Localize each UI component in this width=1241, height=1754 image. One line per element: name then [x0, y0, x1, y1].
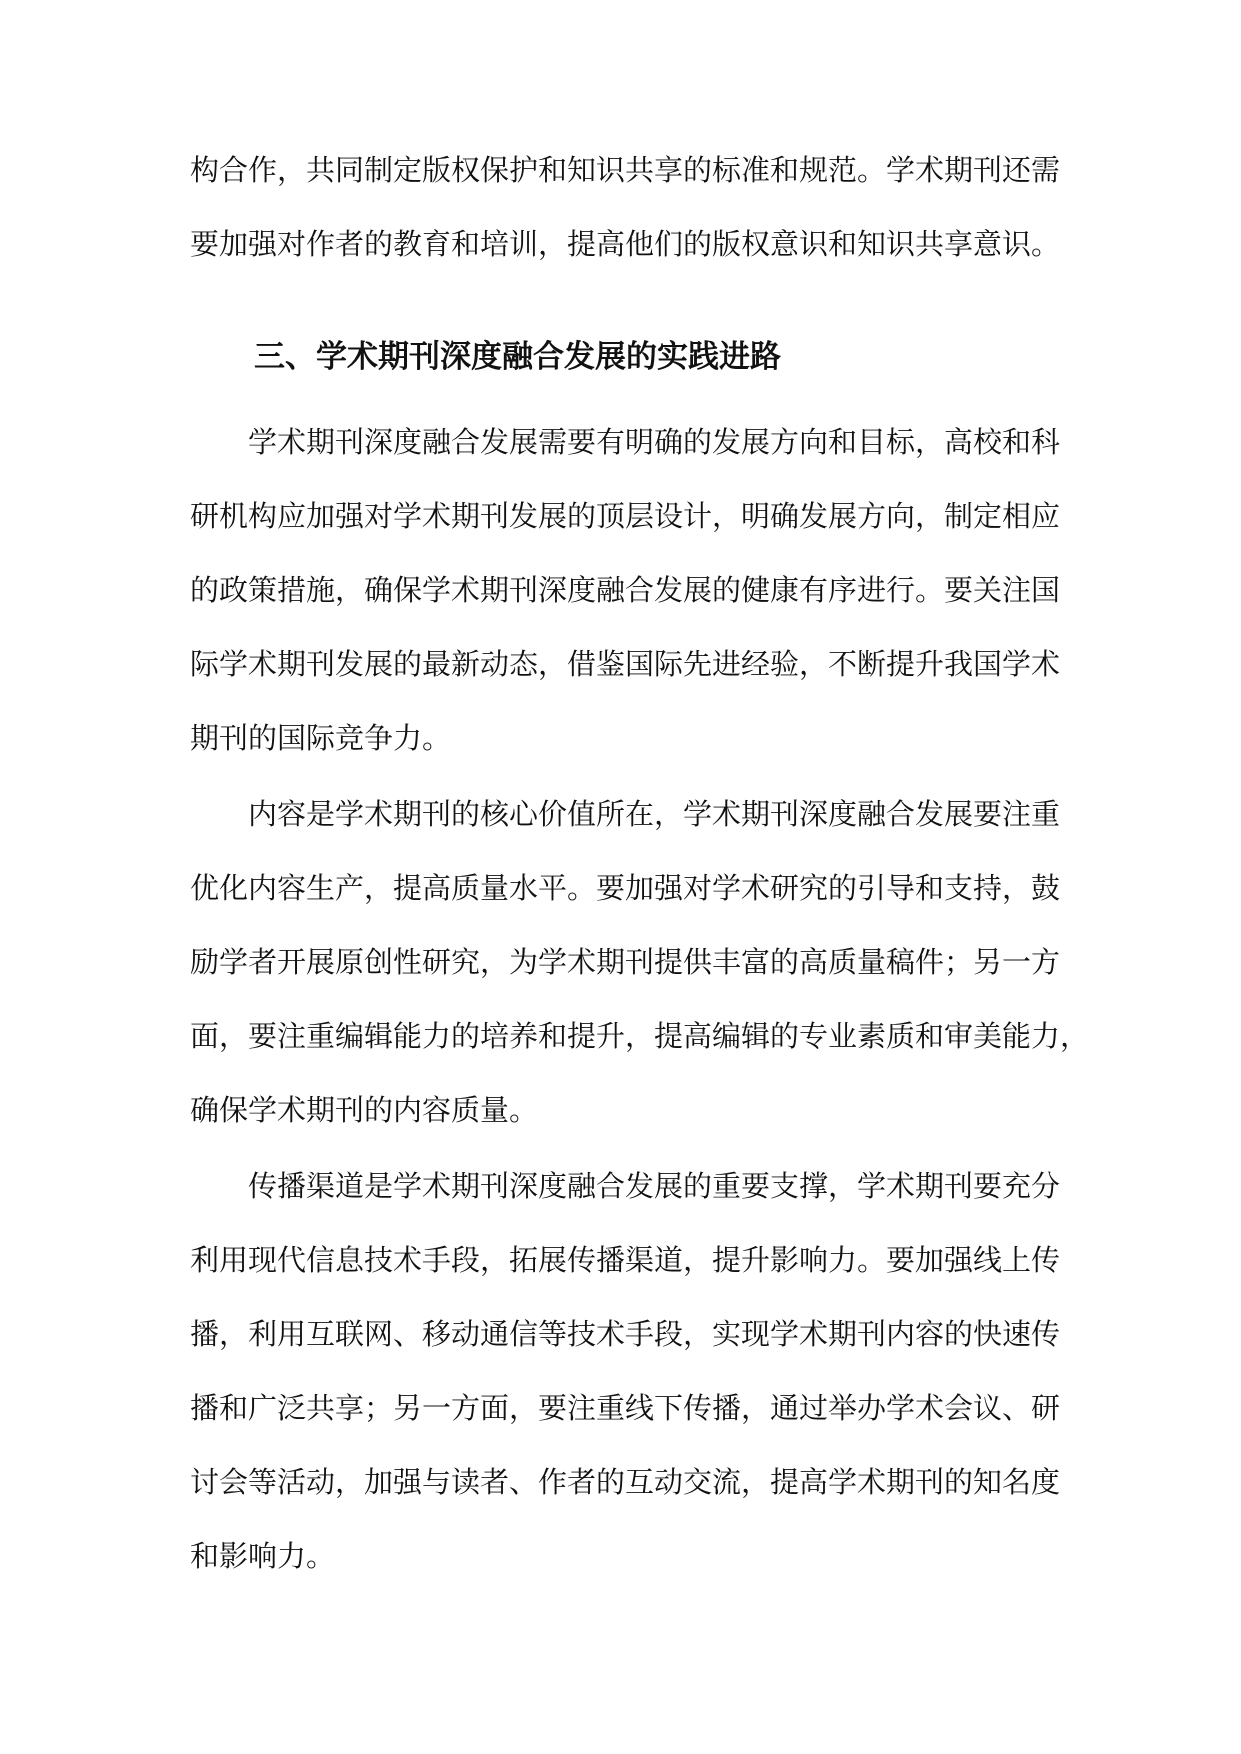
- text-line: 面，要注重编辑能力的培养和提升，提高编辑的专业素质和审美能力，: [190, 1019, 1090, 1053]
- text-line: 优化内容生产，提高质量水平。要加强对学术研究的引导和支持，鼓: [190, 871, 1061, 905]
- text-line: 励学者开展原创性研究，为学术期刊提供丰富的高质量稿件；另一方: [190, 945, 1061, 979]
- text-line: 传播渠道是学术期刊深度融合发展的重要支撑，学术期刊要充分: [248, 1169, 1061, 1203]
- text-line: 播和广泛共享；另一方面，要注重线下传播，通过举办学术会议、研: [190, 1391, 1061, 1425]
- text-line: 确保学术期刊的内容质量。: [190, 1093, 539, 1127]
- text-line: 构合作，共同制定版权保护和知识共享的标准和规范。学术期刊还需: [190, 153, 1061, 187]
- text-line: 学术期刊深度融合发展需要有明确的发展方向和目标，高校和科: [248, 425, 1061, 459]
- text-line: 的政策措施，确保学术期刊深度融合发展的健康有序进行。要关注国: [190, 573, 1061, 607]
- section-heading: 三、学术期刊深度融合发展的实践进路: [254, 339, 781, 375]
- text-line: 要加强对作者的教育和培训，提高他们的版权意识和知识共享意识。: [190, 227, 1061, 261]
- text-line: 研机构应加强对学术期刊发展的顶层设计，明确发展方向，制定相应: [190, 499, 1061, 533]
- text-line: 内容是学术期刊的核心价值所在，学术期刊深度融合发展要注重: [248, 797, 1061, 831]
- text-line: 期刊的国际竞争力。: [190, 721, 452, 755]
- text-line: 讨会等活动，加强与读者、作者的互动交流，提高学术期刊的知名度: [190, 1465, 1061, 1499]
- text-line: 利用现代信息技术手段，拓展传播渠道，提升影响力。要加强线上传: [190, 1243, 1061, 1277]
- text-line: 际学术期刊发展的最新动态，借鉴国际先进经验，不断提升我国学术: [190, 647, 1061, 681]
- text-line: 和影响力。: [190, 1539, 336, 1573]
- text-line: 播，利用互联网、移动通信等技术手段，实现学术期刊内容的快速传: [190, 1317, 1061, 1351]
